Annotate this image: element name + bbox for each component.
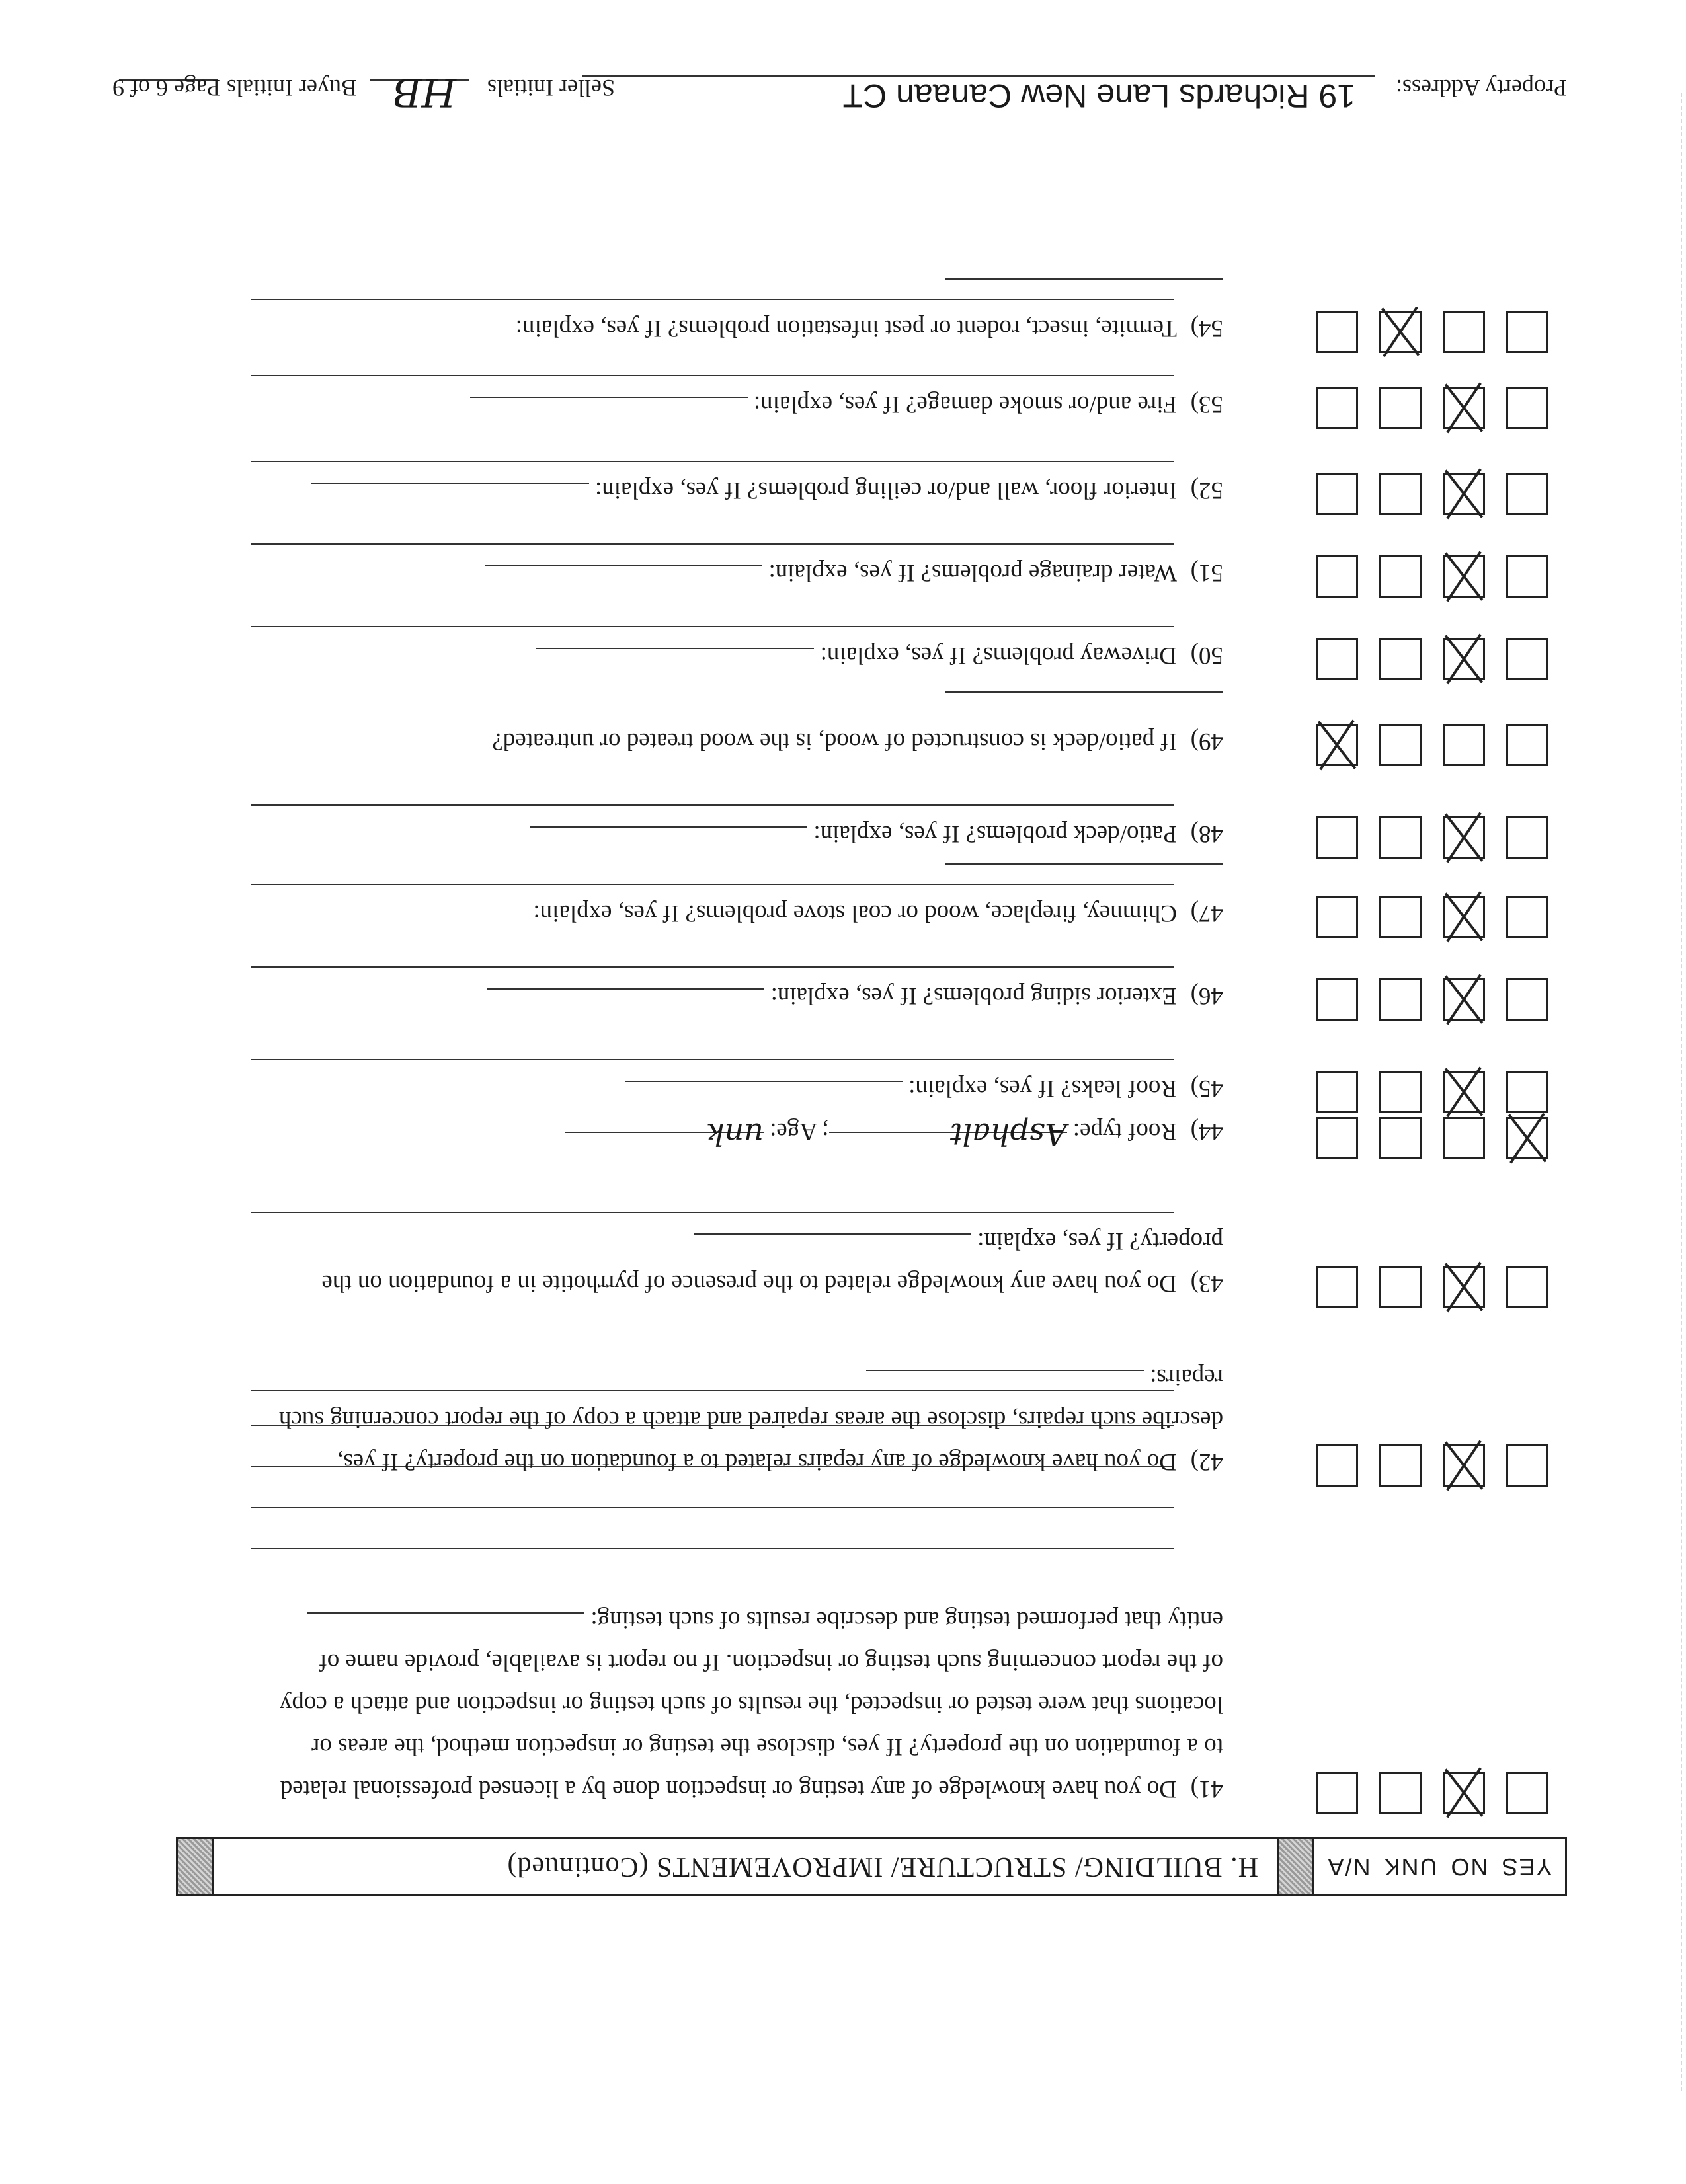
checkbox-yes[interactable]	[1506, 1444, 1548, 1487]
answer-inline-line[interactable]	[694, 1233, 971, 1257]
checkbox-no[interactable]	[1443, 638, 1485, 680]
explanation-line[interactable]	[251, 543, 1174, 545]
section-title: H. BUILDING/ STRUCTURE/ IMPROVEMENTS (Continued)	[506, 1852, 1258, 1882]
checkbox-yes[interactable]	[1506, 978, 1548, 1021]
question-text	[258, 1110, 1223, 1155]
answer-inline-line[interactable]	[625, 1081, 903, 1105]
question-number: 50)	[1190, 642, 1223, 669]
checkbox-na[interactable]	[1316, 896, 1358, 938]
col-na: N/A	[1326, 1853, 1371, 1881]
explanation-line[interactable]	[251, 1548, 1174, 1549]
explanation-line[interactable]	[251, 299, 1174, 300]
question-text	[258, 1598, 1223, 1810]
address-field	[582, 75, 1375, 115]
checkbox-no[interactable]	[1443, 896, 1485, 938]
answer-inline-line[interactable]	[470, 397, 748, 420]
answer-checkboxes	[1297, 1762, 1548, 1814]
checkbox-yes[interactable]	[1506, 816, 1548, 859]
explanation-line[interactable]	[251, 1059, 1174, 1060]
checkbox-na[interactable]	[1316, 1117, 1358, 1159]
answer-column-headers	[1314, 1839, 1565, 1894]
answer-checkboxes	[1297, 629, 1548, 680]
checkbox-yes[interactable]	[1506, 1071, 1548, 1113]
question-text	[258, 849, 1223, 934]
checkbox-no[interactable]	[1443, 555, 1485, 598]
question-number: 44)	[1190, 1118, 1223, 1145]
answer-inline-line[interactable]	[487, 988, 764, 1012]
roof-type-field[interactable]: Asphalt	[829, 1132, 1067, 1155]
question-number: 41)	[1190, 1775, 1223, 1803]
checkbox-yes[interactable]	[1506, 555, 1548, 598]
question-number: 46)	[1190, 982, 1223, 1009]
col-no: NO	[1449, 1853, 1488, 1881]
checkbox-yes[interactable]	[1506, 724, 1548, 766]
checkbox-unk[interactable]	[1379, 638, 1422, 680]
answer-checkboxes	[1297, 301, 1548, 353]
answer-checkboxes	[1297, 1257, 1548, 1308]
roof-age-field[interactable]: unk	[565, 1132, 764, 1155]
scan-edge	[1678, 93, 1682, 2091]
answer-inline-line[interactable]	[530, 826, 807, 850]
question-text	[258, 974, 1223, 1017]
explanation-line[interactable]	[251, 884, 1174, 885]
checkbox-na[interactable]	[1316, 1266, 1358, 1308]
checkbox-no[interactable]	[1443, 311, 1485, 353]
answer-checkboxes	[1297, 1435, 1548, 1487]
checkbox-no[interactable]	[1443, 1266, 1485, 1308]
answer-checkboxes	[1297, 969, 1548, 1021]
checkbox-no[interactable]	[1443, 1117, 1485, 1159]
page-footer	[112, 56, 1567, 115]
checkbox-yes[interactable]	[1506, 896, 1548, 938]
explanation-line[interactable]	[251, 1507, 1174, 1508]
age-label: ; Age:	[770, 1118, 829, 1145]
question-label: Driveway problems? If yes, explain:	[820, 642, 1177, 669]
checkbox-no[interactable]	[1443, 1444, 1485, 1487]
answer-inline-line[interactable]	[485, 565, 762, 589]
question-number: 42)	[1190, 1448, 1223, 1475]
explanation-line[interactable]	[251, 375, 1174, 376]
checkbox-yes[interactable]	[1506, 638, 1548, 680]
col-unk: UNK	[1383, 1853, 1437, 1881]
answer-checkboxes	[1297, 715, 1548, 766]
checkbox-unk[interactable]	[1379, 1772, 1422, 1814]
seller-initials-label: Seller Initials	[487, 75, 615, 101]
explanation-line[interactable]	[251, 626, 1174, 627]
shaded-cell	[1277, 1839, 1314, 1894]
explanation-line[interactable]	[251, 1212, 1174, 1213]
seller-initials-signature: HB	[392, 69, 456, 115]
checkbox-na[interactable]	[1316, 311, 1358, 353]
checkbox-unk[interactable]	[1379, 816, 1422, 859]
question-number: 48)	[1190, 820, 1223, 847]
checkbox-no[interactable]	[1443, 816, 1485, 859]
shaded-cell-end	[178, 1839, 214, 1894]
question-label: Do you have knowledge of any testing or inspection done by a licensed professional related to a foundation on the property? If yes, disclose the testing or inspection method, the areas or locations that were tested or inspected, the results of such testing or inspection and attach a copy of the report concerning such testing or inspection. If no report is available, provide name of entity that performed testing and describe results of such testing:	[279, 1606, 1223, 1803]
explanation-line[interactable]	[251, 1390, 1174, 1391]
checkbox-unk[interactable]	[1379, 978, 1422, 1021]
question-label: Interior floor, wall and/or ceiling problems? If yes, explain:	[594, 477, 1177, 504]
answer-checkboxes	[1297, 1108, 1548, 1159]
answer-inline-line[interactable]	[311, 483, 589, 506]
question-number: 49)	[1190, 728, 1223, 755]
checkbox-yes[interactable]	[1506, 387, 1548, 429]
checkbox-na[interactable]	[1316, 387, 1358, 429]
question-label: Roof leaks? If yes, explain:	[908, 1075, 1177, 1102]
question-text	[258, 264, 1223, 349]
answer-inline-line[interactable]	[536, 648, 814, 672]
question-number: 45)	[1190, 1075, 1223, 1102]
checkbox-unk[interactable]	[1379, 387, 1422, 429]
explanation-line[interactable]	[251, 461, 1174, 462]
question-number: 53)	[1190, 391, 1223, 418]
question-text	[258, 1356, 1223, 1483]
checkbox-no[interactable]	[1443, 387, 1485, 429]
col-yes: YES	[1500, 1853, 1552, 1881]
checkbox-na[interactable]	[1316, 473, 1358, 515]
question-number: 47)	[1190, 900, 1223, 927]
question-text	[258, 469, 1223, 511]
checkbox-na[interactable]	[1316, 1444, 1358, 1487]
answer-checkboxes	[1297, 463, 1548, 515]
answer-checkboxes	[1297, 377, 1548, 429]
checkbox-yes[interactable]	[1506, 473, 1548, 515]
checkbox-yes[interactable]	[1506, 1117, 1548, 1159]
question-number: 54)	[1190, 315, 1223, 342]
checkbox-na[interactable]	[1316, 978, 1358, 1021]
question-text	[258, 1067, 1223, 1109]
question-label: Do you have knowledge of any repairs related to a foundation on the property? If yes, describe such repairs, disclose the areas repaired and attach a copy of the report concerning such repairs:	[279, 1364, 1223, 1475]
answer-checkboxes	[1297, 807, 1548, 859]
answer-inline-line[interactable]	[945, 691, 1223, 715]
explanation-line[interactable]	[251, 804, 1174, 806]
checkbox-yes[interactable]	[1506, 1266, 1548, 1308]
checkbox-yes[interactable]	[1506, 311, 1548, 353]
page-number: Page 6 of 9	[112, 75, 220, 101]
question-label: Patio/deck problems? If yes, explain:	[813, 820, 1177, 847]
checkbox-na[interactable]	[1316, 1772, 1358, 1814]
question-text	[258, 1220, 1223, 1304]
question-label: Fire and/or smoke damage? If yes, explain:	[753, 391, 1177, 418]
question-text	[258, 634, 1223, 676]
answer-inline-line[interactable]	[307, 1612, 584, 1636]
checkbox-unk[interactable]	[1379, 473, 1422, 515]
explanation-line[interactable]	[251, 966, 1174, 968]
checkbox-no[interactable]	[1443, 473, 1485, 515]
question-label: Water drainage problems? If yes, explain:	[768, 559, 1177, 586]
checkbox-no[interactable]	[1443, 1772, 1485, 1814]
checkbox-unk[interactable]	[1379, 1444, 1422, 1487]
checkbox-unk[interactable]	[1379, 555, 1422, 598]
checkbox-na[interactable]	[1316, 1071, 1358, 1113]
checkbox-na[interactable]	[1316, 724, 1358, 766]
question-number: 51)	[1190, 559, 1223, 586]
answer-checkboxes	[1297, 1062, 1548, 1113]
question-label: Termite, insect, rodent or pest infestation problems? If yes, explain:	[515, 315, 1177, 342]
checkbox-no[interactable]	[1443, 1071, 1485, 1113]
question-label: Exterior siding problems? If yes, explain:	[770, 982, 1177, 1009]
checkbox-unk[interactable]	[1379, 311, 1422, 353]
question-number: 52)	[1190, 477, 1223, 504]
question-label: If patio/deck is constructed of wood, is the wood treated or untreated?	[492, 728, 1177, 755]
question-number: 43)	[1190, 1270, 1223, 1297]
answer-checkboxes	[1297, 546, 1548, 598]
checkbox-unk[interactable]	[1379, 896, 1422, 938]
checkbox-no[interactable]	[1443, 724, 1485, 766]
question-text	[258, 812, 1223, 855]
question-label: Do you have any knowledge related to the presence of pyrrhotite in a foundation on the property? If yes, explain:	[321, 1228, 1223, 1297]
checkbox-na[interactable]	[1316, 638, 1358, 680]
checkbox-unk[interactable]	[1379, 1117, 1422, 1159]
question-label: Chimney, fireplace, wood or coal stove problems? If yes, explain:	[533, 900, 1177, 927]
checkbox-unk[interactable]	[1379, 1266, 1422, 1308]
buyer-initials-label: Buyer Initials	[227, 75, 357, 101]
checkbox-no[interactable]	[1443, 978, 1485, 1021]
checkbox-yes[interactable]	[1506, 1772, 1548, 1814]
address-label: Property Address:	[1396, 75, 1567, 101]
section-header	[176, 1837, 1567, 1896]
checkbox-unk[interactable]	[1379, 1071, 1422, 1113]
question-text	[258, 678, 1223, 762]
checkbox-na[interactable]	[1316, 555, 1358, 598]
question-text	[258, 551, 1223, 594]
checkbox-na[interactable]	[1316, 816, 1358, 859]
address-value: 19 Richards Lane New Canaan CT	[842, 77, 1355, 114]
answer-checkboxes	[1297, 886, 1548, 938]
checkbox-unk[interactable]	[1379, 724, 1422, 766]
question-text	[258, 383, 1223, 425]
question-label: Roof type:	[1072, 1118, 1177, 1145]
